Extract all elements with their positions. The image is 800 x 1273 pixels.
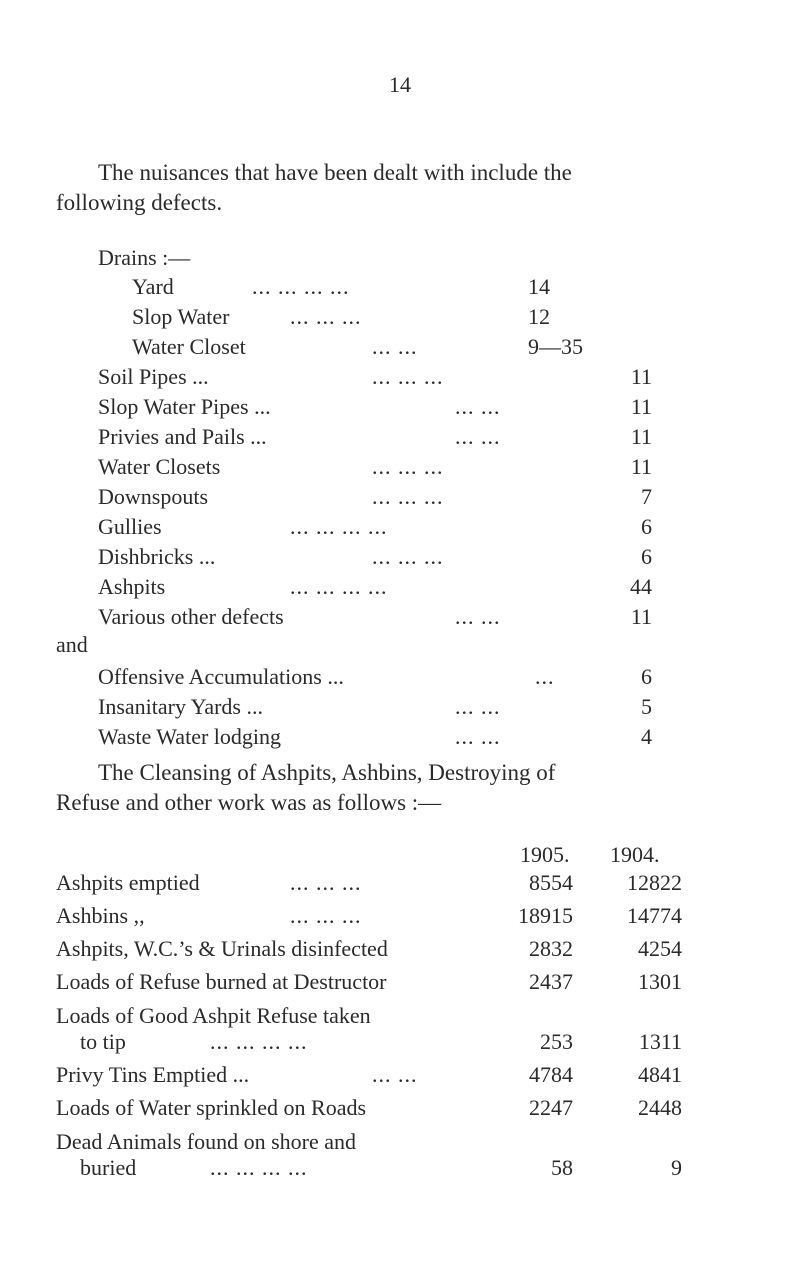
list-item bbox=[0, 722, 800, 752]
list-item bbox=[0, 572, 800, 602]
cell-1904: 9 bbox=[671, 1155, 682, 1180]
cell-1904: 4841 bbox=[638, 1062, 682, 1087]
leader-dots: ... ... ... bbox=[290, 903, 362, 928]
list-item bbox=[0, 512, 800, 542]
item-value: 14 bbox=[528, 274, 550, 299]
leader-dots: ... ... bbox=[455, 694, 501, 719]
cell-1905: 253 bbox=[540, 1029, 573, 1054]
list-item bbox=[0, 422, 800, 452]
table-row bbox=[0, 901, 800, 931]
table-row bbox=[0, 1093, 800, 1123]
leader-dots: ... ... bbox=[455, 424, 501, 449]
table-row bbox=[0, 934, 800, 964]
intro-line-2: following defects. bbox=[56, 190, 223, 215]
leader-dots: ... bbox=[535, 664, 555, 689]
row-label-cont: to tip bbox=[80, 1029, 126, 1054]
intro-line-1: The nuisances that have been dealt with include the bbox=[98, 160, 572, 185]
column-header-1904: 1904. bbox=[610, 842, 660, 867]
row-label: Ashpits emptied bbox=[56, 870, 200, 895]
item-value: 11 bbox=[630, 604, 652, 629]
cell-1905: 8554 bbox=[529, 870, 573, 895]
list-item bbox=[0, 362, 800, 392]
column-header-1905: 1905. bbox=[520, 842, 570, 867]
leader-dots: ... ... ... bbox=[372, 544, 444, 569]
item-value: 44 bbox=[630, 574, 652, 599]
row-label-cont: buried bbox=[80, 1155, 137, 1180]
item-label: Various other defects bbox=[98, 604, 284, 629]
table-row bbox=[0, 1060, 800, 1090]
list-item bbox=[0, 482, 800, 512]
row-label: Loads of Water sprinkled on Roads bbox=[56, 1095, 367, 1120]
item-label: Soil Pipes ... bbox=[98, 364, 209, 389]
cell-1905: 2832 bbox=[529, 936, 573, 961]
item-value: 6 bbox=[641, 544, 652, 569]
leader-dots: ... ... bbox=[455, 604, 501, 629]
row-label: Loads of Refuse burned at Destructor bbox=[56, 969, 387, 994]
cell-1904: 12822 bbox=[627, 870, 682, 895]
table-row bbox=[0, 1153, 800, 1183]
list-item bbox=[0, 452, 800, 482]
cell-1905: 18915 bbox=[518, 903, 573, 928]
item-label: Water Closets bbox=[98, 454, 221, 479]
cell-1904: 4254 bbox=[638, 936, 682, 961]
list-item bbox=[0, 692, 800, 722]
list-item bbox=[0, 542, 800, 572]
drains-heading: Drains :— bbox=[98, 245, 191, 270]
item-label: Ashpits bbox=[98, 574, 166, 599]
and-label: and bbox=[56, 632, 88, 657]
row-label: Loads of Good Ashpit Refuse taken bbox=[56, 1003, 371, 1028]
item-label: Water Closet bbox=[132, 334, 246, 359]
cell-1904: 2448 bbox=[638, 1095, 682, 1120]
leader-dots: ... ... bbox=[455, 394, 501, 419]
list-item bbox=[0, 602, 800, 632]
page-number: 14 bbox=[389, 72, 411, 97]
item-value: 5 bbox=[641, 694, 652, 719]
item-label: Insanitary Yards ... bbox=[98, 694, 263, 719]
leader-dots: ... ... ... bbox=[372, 484, 444, 509]
item-value: 6 bbox=[641, 664, 652, 689]
leader-dots: ... ... bbox=[455, 724, 501, 749]
item-label: Slop Water bbox=[132, 304, 230, 329]
row-label: Ashpits, W.C.’s & Urinals disinfected bbox=[56, 936, 388, 961]
leader-dots: ... ... bbox=[372, 334, 418, 359]
leader-dots: ... ... ... ... bbox=[210, 1155, 308, 1180]
cell-1905: 58 bbox=[551, 1155, 573, 1180]
item-label: Downspouts bbox=[98, 484, 209, 509]
leader-dots: ... ... ... ... bbox=[290, 574, 388, 599]
list-item bbox=[0, 272, 800, 302]
cell-1904: 14774 bbox=[627, 903, 682, 928]
row-label: Ashbins ,, bbox=[56, 903, 145, 928]
table-row bbox=[0, 1027, 800, 1057]
cleansing-line-2: Refuse and other work was as follows :— bbox=[56, 790, 442, 815]
item-value: 4 bbox=[641, 724, 652, 749]
table-row bbox=[0, 967, 800, 997]
item-label: Slop Water Pipes ... bbox=[98, 394, 271, 419]
cell-1905: 2247 bbox=[529, 1095, 573, 1120]
item-value: 9—35 bbox=[528, 334, 583, 359]
item-value: 11 bbox=[630, 394, 652, 419]
item-label: Gullies bbox=[98, 514, 162, 539]
leader-dots: ... ... ... ... bbox=[210, 1029, 308, 1054]
cell-1904: 1311 bbox=[638, 1029, 682, 1054]
item-label: Offensive Accumulations ... bbox=[98, 664, 344, 689]
leader-dots: ... ... ... bbox=[372, 454, 444, 479]
leader-dots: ... ... ... bbox=[372, 364, 444, 389]
cell-1905: 2437 bbox=[529, 969, 573, 994]
cleansing-line-1: The Cleansing of Ashpits, Ashbins, Destroying of bbox=[98, 760, 556, 785]
item-value: 7 bbox=[641, 484, 652, 509]
cell-1904: 1301 bbox=[638, 969, 682, 994]
leader-dots: ... ... bbox=[372, 1062, 418, 1087]
leader-dots: ... ... ... bbox=[290, 870, 362, 895]
row-label: Privy Tins Emptied ... bbox=[56, 1062, 250, 1087]
row-label: Dead Animals found on shore and bbox=[56, 1129, 356, 1154]
item-value: 12 bbox=[528, 304, 550, 329]
item-value: 11 bbox=[630, 454, 652, 479]
leader-dots: ... ... ... ... bbox=[290, 514, 388, 539]
item-value: 6 bbox=[641, 514, 652, 539]
cell-1905: 4784 bbox=[529, 1062, 573, 1087]
item-label: Yard bbox=[132, 274, 174, 299]
leader-dots: ... ... ... ... bbox=[252, 274, 350, 299]
list-item bbox=[0, 392, 800, 422]
item-label: Dishbricks ... bbox=[98, 544, 216, 569]
table-row bbox=[0, 868, 800, 898]
list-item bbox=[0, 302, 800, 332]
list-item bbox=[0, 662, 800, 692]
item-value: 11 bbox=[630, 424, 652, 449]
leader-dots: ... ... ... bbox=[290, 304, 362, 329]
item-label: Waste Water lodging bbox=[98, 724, 282, 749]
item-value: 11 bbox=[630, 364, 652, 389]
list-item bbox=[0, 332, 800, 362]
item-label: Privies and Pails ... bbox=[98, 424, 267, 449]
